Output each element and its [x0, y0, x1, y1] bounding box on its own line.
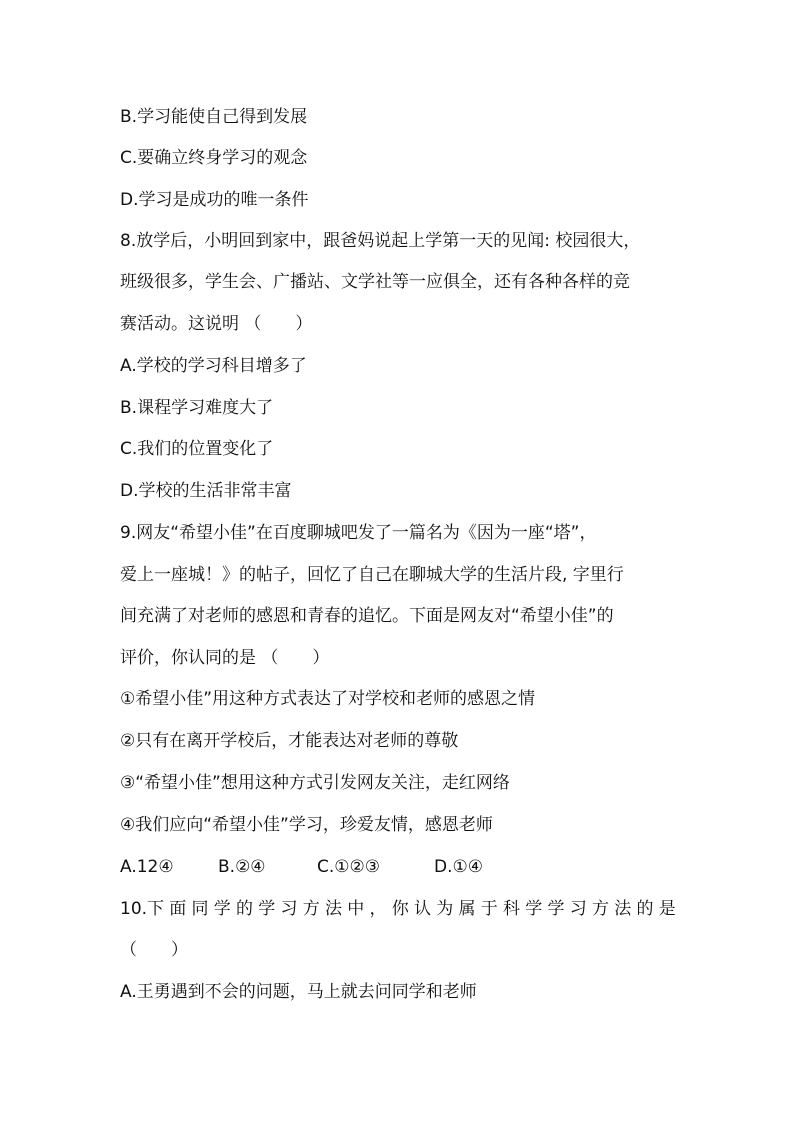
- q10-stem-segment: 习: [280, 899, 298, 919]
- q7-option-c: C.要确立终身学习的观念: [120, 148, 308, 168]
- q10-stem-segment: 学: [525, 899, 543, 919]
- q10-stem-segment: 方: [302, 899, 320, 919]
- q8-stem-line-2: 班级很多，学生会、广播站、文学社等一应俱全，还有各种各样的竞: [120, 272, 630, 292]
- q8-option-b: B.课程学习难度大了: [120, 398, 274, 418]
- q9-statement-1: ①希望小佳”用这种方式表达了对学校和老师的感恩之情: [120, 689, 536, 709]
- q10-stem-segment: 是: [658, 899, 676, 919]
- q10-option-a: A.王勇遇到不会的问题，马上就去问同学和老师: [120, 982, 477, 1002]
- q9-statement-3: ③“希望小佳”想用这种方式引发网友关注，走红网络: [120, 773, 510, 793]
- q7-option-d: D.学习是成功的唯一条件: [120, 190, 309, 210]
- q8-stem-line-1: 8.放学后，小明回到家中，跟爸妈说起上学第一天的见闻: 校园很大，: [120, 231, 641, 251]
- q10-stem-segment: 学: [213, 899, 231, 919]
- q9-statement-4: ④我们应向“希望小佳”学习，珍爱友情，感恩老师: [120, 815, 493, 835]
- q10-stem-segment: 学: [258, 899, 276, 919]
- q10-stem-segment: 科: [503, 899, 521, 919]
- q8-option-d: D.学校的生活非常丰富: [120, 481, 292, 501]
- q10-stem-segment: 中: [347, 899, 365, 919]
- q9-stem-line-1: 9.网友“希望小佳”在百度聊城吧发了一篇名为《因为一座“塔”，: [120, 523, 597, 543]
- q10-stem-segment: 法: [614, 899, 632, 919]
- q10-stem-segment: 同: [191, 899, 209, 919]
- q10-stem-segment: ，: [369, 899, 387, 919]
- q10-stem-segment: 学: [547, 899, 565, 919]
- q10-stem-segment: 你: [391, 899, 409, 919]
- q8-option-c: C.我们的位置变化了: [120, 439, 274, 459]
- q10-stem-line-1: [120, 897, 676, 921]
- q10-stem-segment: 法: [325, 899, 343, 919]
- q9-option-a: A.12④: [120, 857, 174, 877]
- q10-stem-segment: 的: [236, 899, 254, 919]
- q8-stem-line-3: 赛活动。这说明 （ ）: [120, 314, 313, 334]
- q10-stem-segment: 的: [636, 899, 654, 919]
- q10-stem-segment: 为: [436, 899, 454, 919]
- q9-options-row: [120, 855, 483, 879]
- q10-stem-segment: 习: [569, 899, 587, 919]
- q8-option-a: A.学校的学习科目增多了: [120, 356, 307, 376]
- q10-stem-segment: 于: [480, 899, 498, 919]
- q9-stem-line-2: 爱上一座城！》的帖子，回忆了自己在聊城大学的生活片段, 字里行: [120, 565, 624, 585]
- q10-stem-segment: 10.下: [120, 899, 165, 919]
- q9-option-b: B.②④: [218, 857, 266, 877]
- q10-stem-segment: 方: [592, 899, 610, 919]
- q10-stem-line-2: （ ）: [120, 940, 188, 960]
- q9-stem-line-3: 间充满了对老师的感恩和青春的追忆。下面是网友对“希望小佳”的: [120, 606, 614, 626]
- q9-option-c: C.①②③: [317, 857, 380, 877]
- q7-option-b: B.学习能使自己得到发展: [120, 107, 308, 127]
- q10-stem-segment: 认: [414, 899, 432, 919]
- q9-stem-line-4: 评价，你认同的是 （ ）: [120, 648, 330, 668]
- q10-stem-segment: 面: [169, 899, 187, 919]
- q9-option-d: D.①④: [434, 857, 483, 877]
- q9-statement-2: ②只有在离开学校后，才能表达对老师的尊敬: [120, 731, 459, 751]
- q10-stem-segment: 属: [458, 899, 476, 919]
